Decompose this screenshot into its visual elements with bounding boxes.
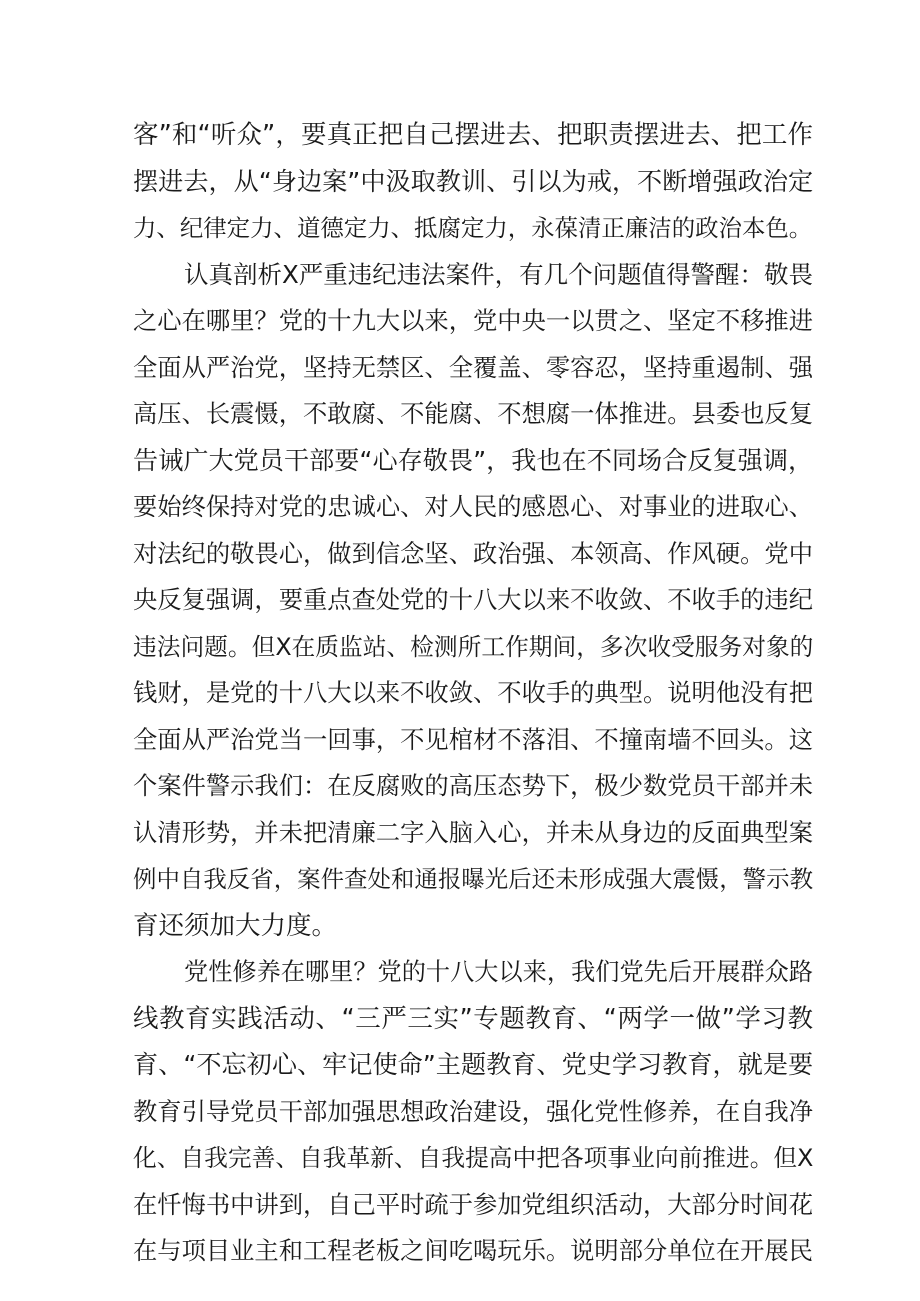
body-text <box>133 112 813 1275</box>
text-line: 在忏悔书中讲到，自己平时疏于参加党组织活动，大部分时间花 <box>133 1189 813 1219</box>
text-line: 摆进去，从“身边案”中汲取教训、引以为戒，不断增强政治定 <box>133 166 814 196</box>
text-line: 认清形势，并未把清廉二字入脑入心，并未从身边的反面典型案 <box>133 817 813 847</box>
text-line: 高压、长震慑，不敢腐、不能腐、不想腐一体推进。县委也反复 <box>133 399 813 428</box>
text-line: 客”和“听众”，要真正把自己摆进去、把职责摆进去、把工作 <box>133 120 813 150</box>
text-line: 线教育实践活动、“三严三实”专题教育、“两学一做”学习教 <box>133 1003 813 1034</box>
text-line: 个案件警示我们：在反腐败的高压态势下，极少数党员干部并未 <box>133 771 813 800</box>
text-line: 化、自我完善、自我革新、自我提高中把各项事业向前推进。但X <box>133 1144 814 1172</box>
text-line: 告诫广大党员干部要“心存敬畏”，我也在不同场合反复强调， <box>133 445 814 475</box>
text-line: 在与项目业主和工程老板之间吃喝玩乐。说明部分单位在开展民 <box>133 1236 813 1265</box>
text-line: 钱财，是党的十八大以来不收敛、不收手的典型。说明他没有把 <box>133 678 813 707</box>
text-line: 例中自我反省，案件查处和通报曝光后还未形成强大震慑，警示教 <box>133 865 813 893</box>
text-line: 育还须加大力度。 <box>133 910 338 941</box>
text-line: 力、纪律定力、道德定力、抵腐定力，永葆清正廉洁的政治本色。 <box>133 214 813 242</box>
text-line: 对法纪的敬畏心，做到信念坚、政治强、本领高、作风硬。党中 <box>133 538 813 568</box>
text-line: 认真剖析X严重违纪违法案件，有几个问题值得警醒：敬畏 <box>184 259 813 289</box>
text-line: 违法问题。但X在质监站、检测所工作期间，多次收受服务对象的 <box>133 632 814 661</box>
text-line: 党性修养在哪里？党的十八大以来，我们党先后开展群众路 <box>184 958 813 986</box>
text-line: 全面从严治党当一回事，不见棺材不落泪、不撞南墙不回头。这 <box>133 724 813 754</box>
text-line: 育、“不忘初心、牢记使命”主题教育、党史学习教育，就是要 <box>133 1050 814 1079</box>
text-line: 要始终保持对党的忠诚心、对人民的感恩心、对事业的进取心、 <box>133 492 813 521</box>
text-line: 央反复强调，要重点查处党的十八大以来不收敛、不收手的违纪 <box>133 585 813 614</box>
text-line: 教育引导党员干部加强思想政治建设，强化党性修养，在自我净 <box>133 1096 813 1126</box>
text-line: 之心在哪里？党的十九大以来，党中央一以贯之、坚定不移推进 <box>133 306 813 335</box>
text-line: 全面从严治党，坚持无禁区、全覆盖、零容忍，坚持重遏制、强 <box>133 352 813 382</box>
